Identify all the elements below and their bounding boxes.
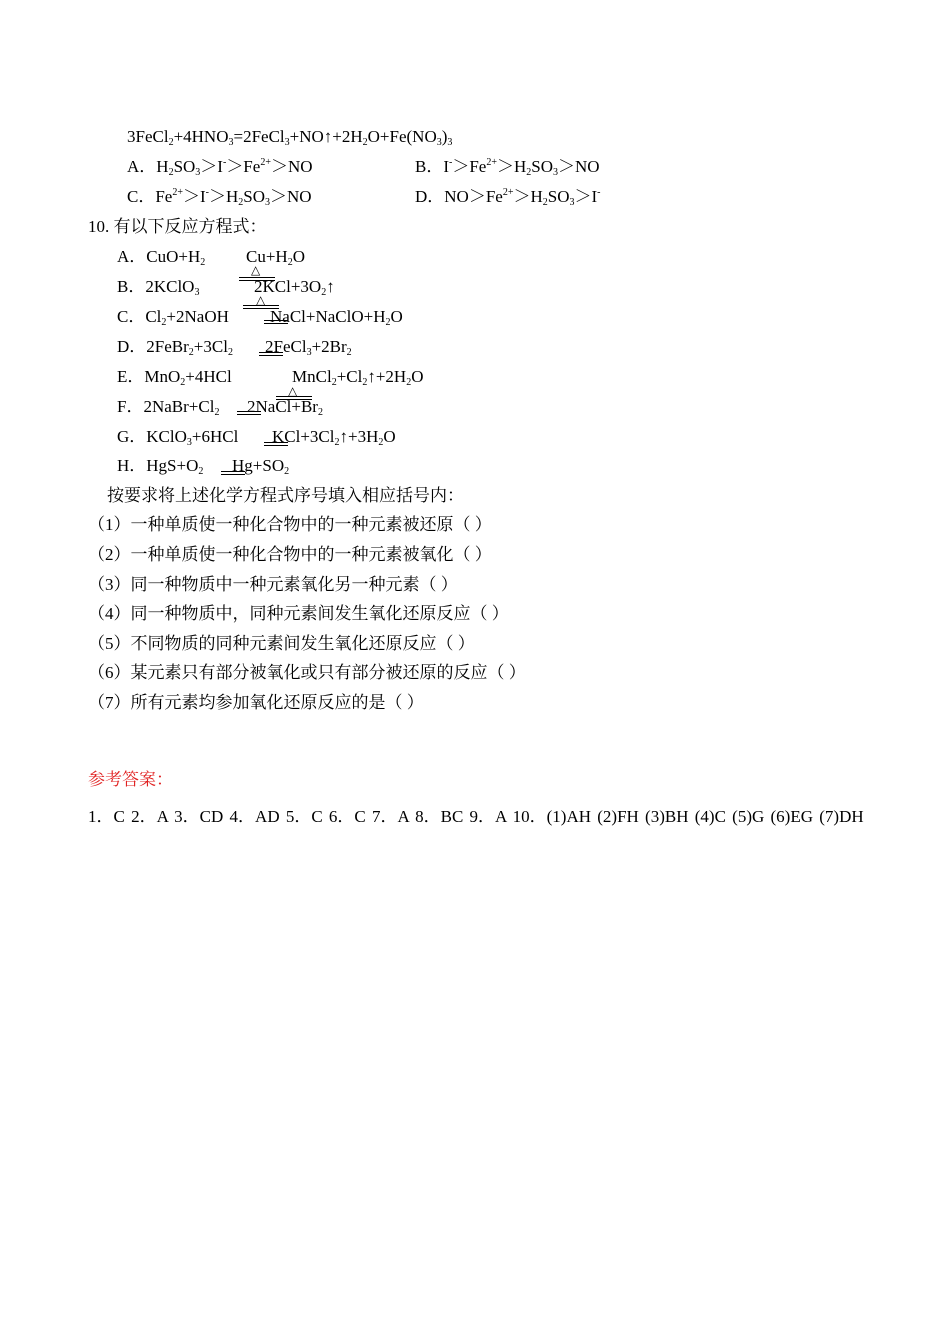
q10-item-2: （2）一种单质使一种化合物中的一种元素被氧化（ ） <box>88 545 492 564</box>
q10-eq-c-right: $NaCl+NaClO+H_2O$ <box>270 307 403 328</box>
q10-item-6: （6）某元素只有部分被氧化或只有部分被还原的反应（ ） <box>88 663 526 682</box>
q10-eq-e-left: E．MnO$_2$+4HCl <box>117 367 232 388</box>
heat-symbol-f: △ <box>288 384 298 398</box>
q9-option-d: D．$NO>Fe^{2+}>H_2SO_3>I^-$ <box>415 187 601 208</box>
q9-option-a: A．$H_2SO_3>I^->Fe^{2+}>NO$ <box>127 157 313 178</box>
q10-eq-h-right: $Hg+SO_2$ <box>232 456 290 477</box>
heat-symbol-b: △ <box>251 263 261 277</box>
q10-eq-a-left: A．$CuO+H_2$ <box>117 247 206 268</box>
q10-title: 10. 有以下反应方程式： <box>88 217 267 236</box>
q9-option-b: B．$I^->Fe^{2+}>H_2SO_3>NO$ <box>415 157 600 178</box>
q10-eq-b-left: B．2KClO$_3$ <box>117 277 200 298</box>
q10-item-3: （3）同一种物质中一种元素氧化另一种元素（ ） <box>88 575 458 594</box>
q10-eq-g-right: $KCl+3Cl_2↑+3H_2O$ <box>272 427 396 448</box>
answers-heading: 参考答案： <box>88 770 173 789</box>
q10-item-1: （1）一种单质使一种化合物中的一种元素被还原（ ） <box>88 515 492 534</box>
answers-text: 1．C 2．A 3．CD 4．AD 5．C 6．C 7．A 8．BC 9．A 10．(1)AH (2)FH (3)BH (4)C (5)G (6)EG (7)DH <box>88 807 864 826</box>
q10-eq-d-left: D．$2FeBr_2+3Cl_2$ <box>117 337 233 358</box>
q10-eq-f-right: $2NaCl+Br_2$ <box>247 397 323 418</box>
q10-item-7: （7）所有元素均参加氧化还原反应的是（ ） <box>88 693 424 712</box>
q10-eq-a-right: $Cu+H_2O$ <box>246 247 305 268</box>
q10-eq-b-right: $2KCl+3O_2↑$ <box>254 277 335 298</box>
q10-eq-h-left: H．$HgS+O_2$ <box>117 456 204 477</box>
q10-eq-f-left: F．$2NaBr+Cl_2$ <box>117 397 220 418</box>
heat-symbol-c: △ <box>256 293 266 307</box>
q9-equation: $3FeCl_2+4HNO_3=2FeCl_3+NO↑+2H_2O+Fe(NO_3)_3$ <box>127 127 453 148</box>
q10-instruction: 按要求将上述化学方程式序号填入相应括号内： <box>107 486 464 505</box>
q10-eq-c-left: C．$Cl_2+2NaOH$ <box>117 307 229 328</box>
q10-eq-d-right: $2FeCl_3+2Br_2$ <box>265 337 352 358</box>
q10-eq-g-left: G．KClO$_3$+6HCl <box>117 427 239 448</box>
q10-item-4: （4）同一种物质中，同种元素间发生氧化还原反应（ ） <box>88 604 509 623</box>
q9-option-c: C．$Fe^{2+}>I^->H_2SO_3>NO$ <box>127 187 312 208</box>
q10-eq-e-right: $MnCl_2+Cl_2↑+2H_2O$ <box>292 367 424 388</box>
q10-item-5: （5）不同物质的同种元素间发生氧化还原反应（ ） <box>88 634 475 653</box>
